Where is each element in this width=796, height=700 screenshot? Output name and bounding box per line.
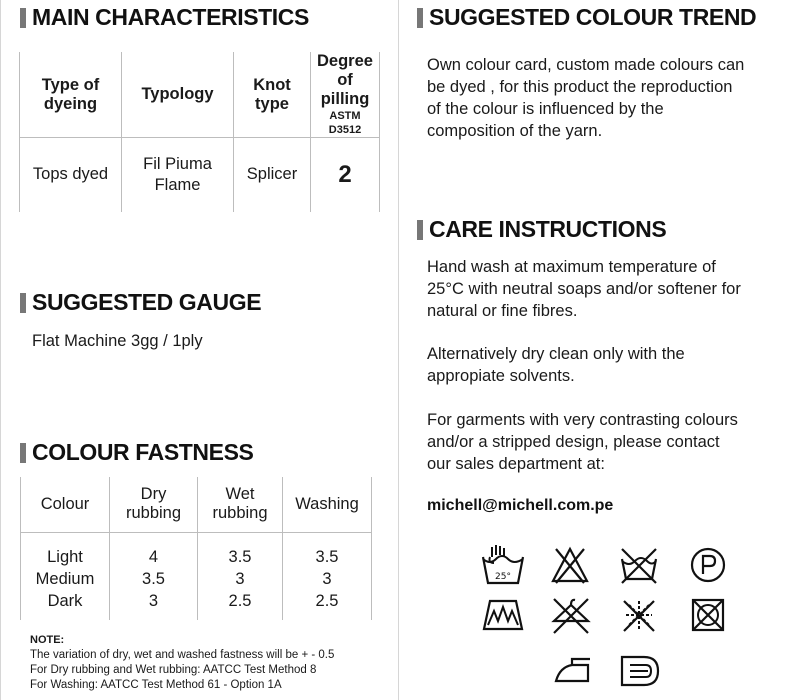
colour-fastness-table (20, 477, 372, 620)
table-row (21, 546, 372, 568)
text-line: natural or fine fibres. (427, 302, 578, 320)
do-not-steam-icon (618, 595, 660, 635)
table-row (21, 590, 372, 612)
note-line: For Washing: AATCC Test Method 61 - Option 1A (30, 679, 282, 691)
care-paragraph-1 (427, 256, 741, 322)
heading-text: SUGGESTED COLOUR TREND (429, 4, 757, 30)
text-line: of the colour is influenced by the (427, 100, 664, 118)
do-not-hang-dry-icon (550, 595, 592, 635)
suggested-gauge-heading (20, 289, 261, 316)
left-edge-line (0, 0, 1, 700)
wash-temp-label: 25° (495, 572, 511, 582)
gauge-text: Flat Machine 3gg / 1ply (32, 332, 203, 350)
text-line: composition of the yarn. (427, 122, 603, 140)
main-characteristics-table (19, 52, 380, 212)
hand-wash-icon (480, 545, 526, 587)
fastness-note (30, 633, 334, 693)
row-wet: 3.5 (198, 546, 283, 568)
colour-trend-text (427, 54, 744, 142)
iron-low-icon (550, 653, 594, 689)
pilling-label: Degree of pilling (317, 52, 373, 108)
pilling-standard: ASTM D3512 (328, 110, 362, 136)
heading-bar (20, 8, 26, 28)
header-type-of-dyeing: Type of dyeing (20, 52, 122, 138)
header-wet-rubbing: Wet rubbing (198, 477, 283, 532)
row-colour: Medium (21, 568, 110, 590)
heading-text: COLOUR FASTNESS (32, 439, 254, 465)
row-dry: 4 (110, 546, 198, 568)
do-not-tumble-dry-icon (618, 545, 660, 585)
text-line: Own colour card, custom made colours can (427, 56, 745, 74)
care-paragraph-3 (427, 409, 738, 475)
heading-bar (417, 220, 423, 240)
heading-text: SUGGESTED GAUGE (32, 289, 262, 315)
text-line: be dyed , for this product the reproduction (427, 78, 733, 96)
text-line: appropiate solvents. (427, 367, 575, 385)
header-dry-rubbing: Dry rubbing (110, 477, 198, 532)
note-label: NOTE: (30, 634, 65, 646)
row-dry: 3 (110, 590, 198, 612)
colour-fastness-heading (20, 439, 253, 466)
text-line: 25°C with neutral soaps and/or softener for (427, 280, 741, 298)
text-line: For garments with very contrasting colours (427, 411, 738, 429)
table-row (21, 568, 372, 590)
text-line: and/or a stripped design, please contact (427, 433, 720, 451)
heading-bar (20, 293, 26, 313)
care-icons-grid (470, 537, 750, 697)
note-line: For Dry rubbing and Wet rubbing: AATCC Test Method 8 (30, 664, 317, 676)
text-line: Alternatively dry clean only with the (427, 345, 685, 363)
dry-clean-p-icon (688, 545, 728, 585)
header-colour: Colour (21, 477, 110, 532)
header-typology: Typology (122, 52, 234, 138)
gentle-dry-clean-icon (480, 595, 526, 635)
do-not-dry-icon (688, 595, 728, 635)
row-colour: Light (21, 546, 110, 568)
row-dry: 3.5 (110, 568, 198, 590)
row-colour: Dark (21, 590, 110, 612)
heading-bar (20, 443, 26, 463)
row-wet: 2.5 (198, 590, 283, 612)
row-washing: 2.5 (283, 590, 372, 612)
care-instructions-heading (417, 216, 666, 243)
row-washing: 3.5 (283, 546, 372, 568)
heading-text: MAIN CHARACTERISTICS (32, 4, 309, 30)
heading-bar (417, 8, 423, 28)
cell-pilling-degree: 2 (311, 138, 380, 212)
header-degree-of-pilling (311, 52, 380, 138)
care-paragraph-2 (427, 343, 685, 387)
cell-knot-type: Splicer (234, 138, 311, 212)
row-wet: 3 (198, 568, 283, 590)
text-line: Hand wash at maximum temperature of (427, 258, 716, 276)
text-line: our sales department at: (427, 455, 605, 473)
note-line: The variation of dry, wet and washed fastness will be + - 0.5 (30, 649, 335, 661)
do-not-bleach-icon (550, 545, 590, 585)
header-washing: Washing (283, 477, 372, 532)
heading-text: CARE INSTRUCTIONS (429, 216, 667, 242)
main-characteristics-heading (20, 4, 309, 31)
row-washing: 3 (283, 568, 372, 590)
colour-trend-heading (417, 4, 756, 31)
cell-typology: Fil Piuma Flame (122, 138, 234, 212)
sales-email-link[interactable]: michell@michell.com.pe (427, 497, 614, 514)
column-divider (398, 0, 399, 700)
header-knot-type: Knot type (234, 52, 311, 138)
dry-flat-icon (618, 651, 664, 691)
cell-type-of-dyeing: Tops dyed (20, 138, 122, 212)
